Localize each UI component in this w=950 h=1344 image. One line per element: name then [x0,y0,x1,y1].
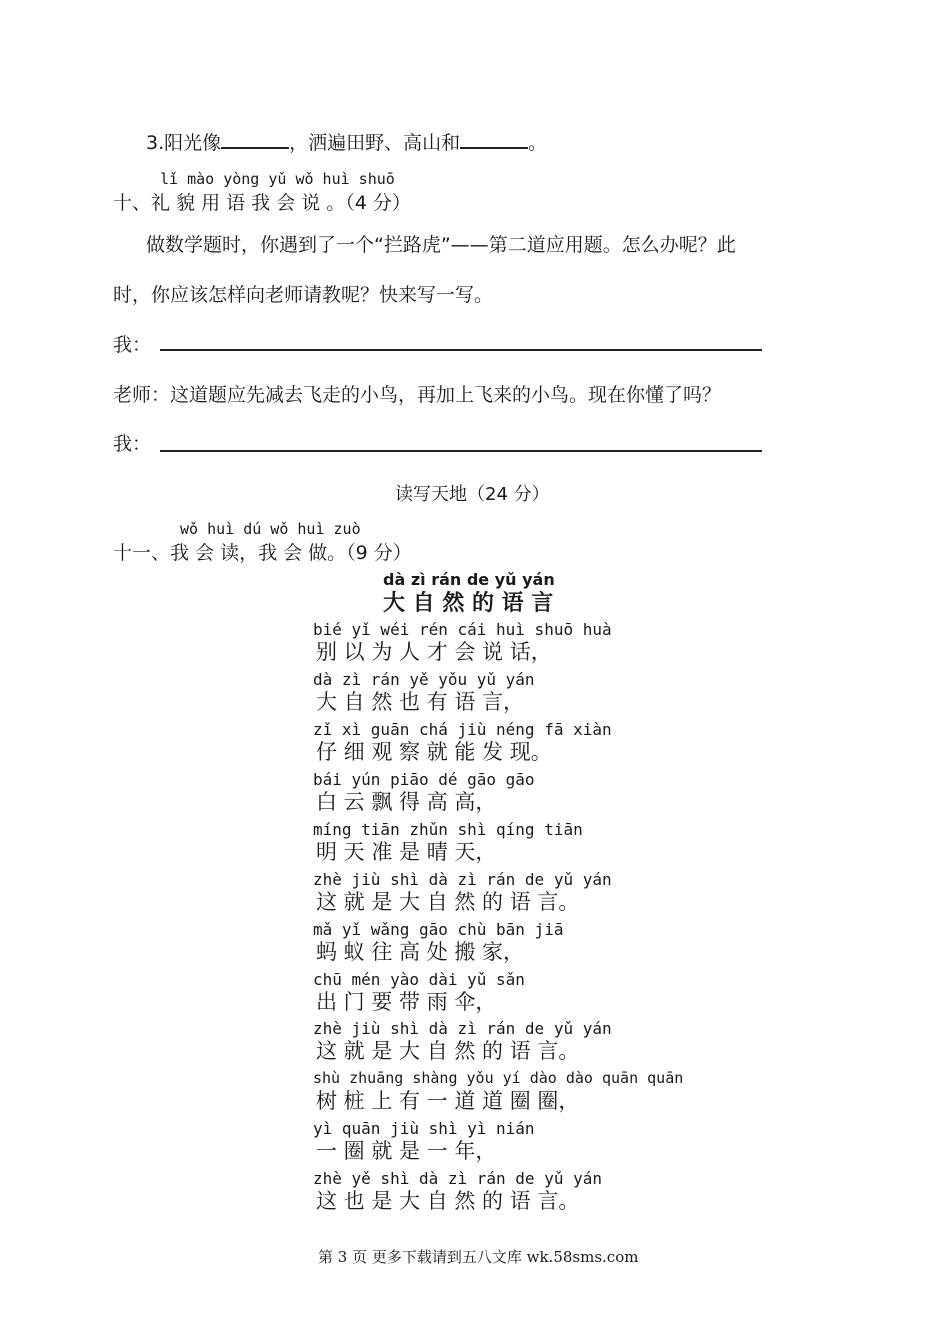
poem-line-pinyin: mǎ yǐ wǎng gāo chù bān jiā [313,920,564,939]
poem-line-pinyin: zhè jiù shì dà zì rán de yǔ yán [313,870,612,889]
poem-line-pinyin: bái yún piāo dé gāo gāo [313,770,535,789]
poem-line: 这 就 是 大 自 然 的 语 言。 [316,890,580,914]
poem-line-pinyin: zǐ xì guān chá jiù néng fā xiàn [313,720,612,739]
poem-line: 这 就 是 大 自 然 的 语 言。 [316,1039,580,1063]
poem-line-pinyin: chū mén yào dài yǔ sǎn [313,970,525,989]
reading-section-title: 读写天地（24 分） [395,484,550,505]
question-3-middle: ，洒遍田野、高山和 [289,132,461,154]
poem-line-pinyin: dà zì rán yě yǒu yǔ yán [313,670,535,689]
poem-line: 别 以 为 人 才 会 说 话， [316,640,552,664]
answer-line-1[interactable] [160,349,762,351]
poem-title: 大 自 然 的 语 言 [383,591,554,616]
poem-line-pinyin: zhè yě shì dà zì rán de yǔ yán [313,1169,602,1188]
question-3 [146,128,547,155]
poem-line-pinyin: shù zhuāng shàng yǒu yí dào dào quān quān [313,1069,684,1087]
poem-line: 仔 细 观 察 就 能 发 现。 [316,740,552,764]
teacher-line: 老师：这道题应先减去飞走的小鸟，再加上飞来的小鸟。现在你懂了吗？ [113,384,722,406]
poem-line-pinyin: míng tiān zhǔn shì qíng tiān [313,820,583,839]
poem-title-pinyin: dà zì rán de yǔ yán [383,570,555,589]
poem-line-pinyin: bié yǐ wéi rén cái huì shuō huà [313,620,612,639]
poem-line: 大 自 然 也 有 语 言， [316,690,525,714]
poem-line: 出 门 要 带 雨 伞， [316,990,497,1014]
section-11-pinyin: wǒ huì dú wǒ huì zuò [180,520,361,538]
me-label-1: 我： [113,334,152,356]
poem-line-pinyin: zhè jiù shì dà zì rán de yǔ yán [313,1019,612,1038]
poem-line: 这 也 是 大 自 然 的 语 言。 [316,1189,580,1213]
poem-line: 一 圈 就 是 一 年， [316,1139,497,1163]
section-10-paragraph-line-1: 做数学题时，你遇到了一个“拦路虎”——第二道应用题。怎么办呢？此 [146,234,736,256]
question-3-prefix: 3.阳光像 [146,132,222,154]
question-3-suffix: 。 [528,132,548,154]
poem-line: 蚂 蚁 往 高 处 搬 家， [316,940,525,964]
section-11-title: 十一、我 会 读，我 会 做。（9 分） [113,542,412,564]
poem-line: 明 天 准 是 晴 天， [316,840,497,864]
poem-line-pinyin: yì quān jiù shì yì nián [313,1119,535,1138]
section-10-paragraph-line-2: 时，你应该怎样向老师请教呢？快来写一写。 [113,284,494,306]
answer-line-2[interactable] [160,450,762,452]
answer-blank-1[interactable] [221,129,289,149]
section-10-pinyin: lǐ mào yòng yǔ wǒ huì shuō [160,170,395,188]
poem-line: 白 云 飘 得 高 高， [316,790,497,814]
poem-line: 树 桩 上 有 一 道 道 圈 圈， [316,1089,580,1113]
me-label-2: 我： [113,433,152,455]
answer-blank-2[interactable] [460,129,528,149]
section-10-title: 十、礼 貌 用 语 我 会 说 。（4 分） [113,192,411,214]
page-footer: 第 3 页 更多下载请到五八文库 wk.58sms.com [318,1248,639,1266]
